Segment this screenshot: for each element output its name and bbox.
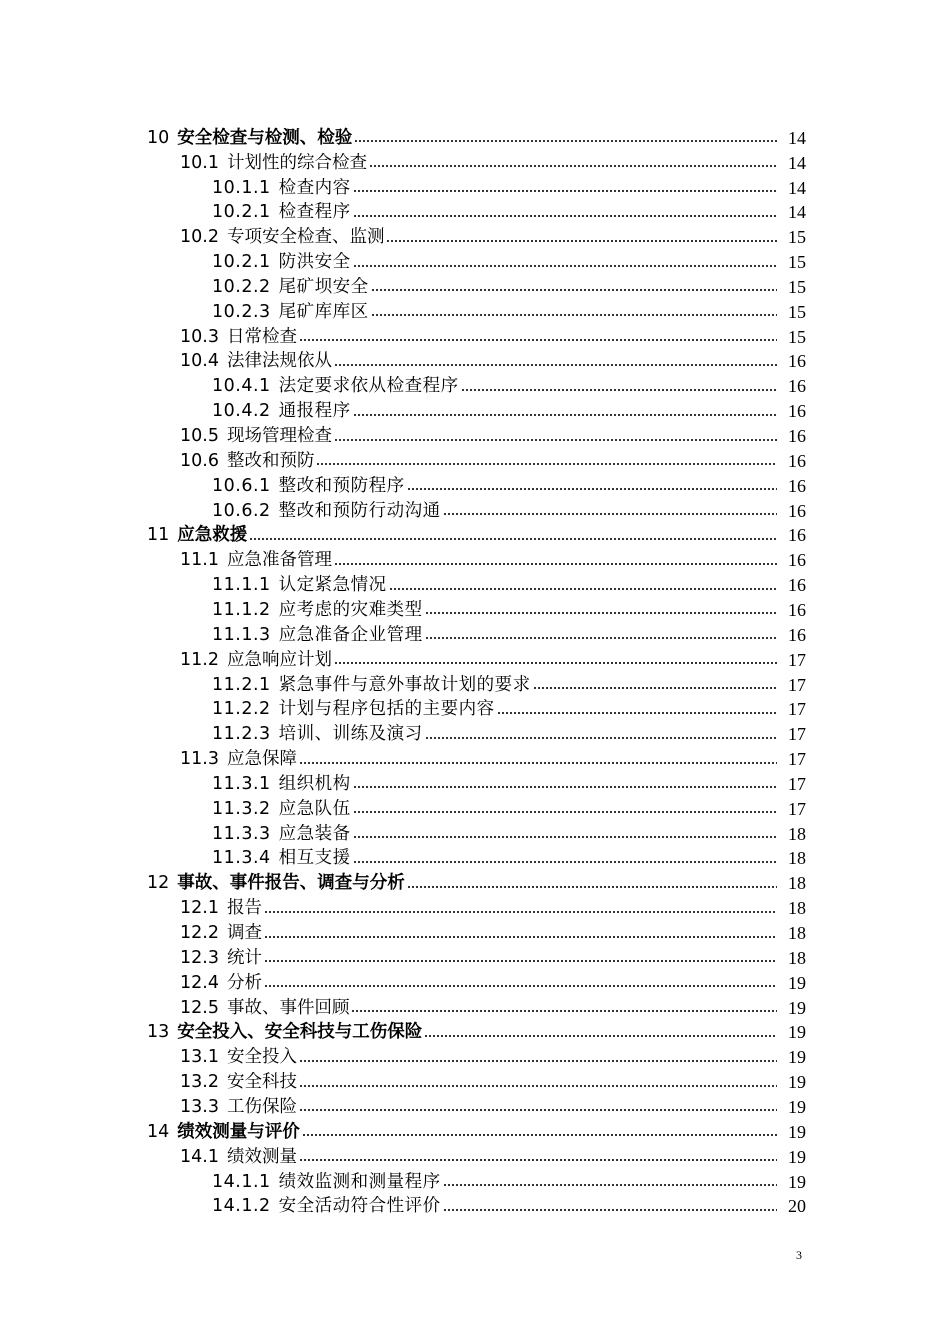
toc-entry-number: 10.2.2 [212, 276, 271, 297]
toc-entry-title [212, 571, 389, 596]
toc-entry-page: 18 [788, 873, 806, 894]
toc-entry-text: 应急准备管理 [226, 550, 332, 571]
toc-entry-text: 安全投入 [226, 1047, 297, 1068]
toc-entry-number: 10.2.1 [212, 202, 271, 223]
toc-entry-text: 事故、事件回顾 [226, 997, 350, 1018]
toc-dot-leader [353, 785, 777, 790]
toc-entry-text: 整改和预防程序 [278, 475, 405, 496]
toc-entry-number: 10.3 [180, 326, 219, 347]
toc-entry-title [180, 919, 264, 944]
toc-entry-title [180, 323, 299, 348]
toc-dot-leader [299, 1058, 777, 1063]
toc-dot-leader [461, 387, 777, 392]
toc-entry-number: 11.2.2 [212, 699, 271, 720]
toc-entry-title [180, 1068, 299, 1093]
toc-entry[interactable] [0, 720, 950, 745]
toc-entry-text: 安全活动符合性评价 [278, 1196, 441, 1217]
toc-entry-text: 检查内容 [278, 177, 351, 198]
toc-dot-leader [389, 586, 777, 591]
toc-entry[interactable] [0, 397, 950, 422]
toc-entry-title [180, 422, 334, 447]
toc-entry-text: 认定紧急情况 [278, 575, 387, 596]
toc-entry[interactable] [0, 546, 950, 571]
toc-entry-title [180, 944, 264, 969]
toc-dot-leader [353, 263, 777, 268]
toc-entry-number: 12.3 [180, 947, 219, 968]
toc-entry[interactable] [0, 994, 950, 1019]
toc-entry-number: 10.5 [180, 426, 219, 447]
toc-dot-leader [407, 884, 777, 889]
toc-entry-text: 安全科技 [226, 1072, 297, 1093]
toc-dot-leader [299, 338, 777, 343]
toc-dot-leader [371, 288, 777, 293]
toc-entry[interactable] [0, 745, 950, 770]
toc-entry-number: 11 [147, 525, 170, 546]
toc-entry[interactable] [0, 1193, 950, 1218]
toc-entry-text: 专项安全检查、监测 [226, 227, 385, 248]
toc-entry-number: 13.3 [180, 1096, 219, 1117]
toc-entry-page: 18 [788, 848, 806, 869]
toc-entry-page: 19 [788, 1047, 806, 1068]
toc-entry[interactable] [0, 671, 950, 696]
toc-dot-leader [264, 959, 777, 964]
toc-entry[interactable] [0, 1068, 950, 1093]
toc-dot-leader [497, 710, 777, 715]
toc-dot-leader [351, 1009, 777, 1014]
toc-dot-leader [264, 909, 777, 914]
toc-entry-text: 分析 [226, 972, 262, 993]
toc-entry-title [212, 273, 371, 298]
toc-entry-number: 10.4 [180, 351, 219, 372]
toc-entry-page: 14 [788, 202, 806, 223]
toc-entry[interactable] [0, 373, 950, 398]
toc-entry-title [212, 820, 353, 845]
toc-dot-leader [353, 810, 777, 815]
toc-entry[interactable] [0, 696, 950, 721]
toc-dot-leader [424, 1033, 777, 1038]
toc-entry-number: 11.1.2 [212, 599, 271, 620]
toc-dot-leader [334, 437, 777, 442]
toc-entry-number: 11.2.1 [212, 674, 271, 695]
toc-entry-number: 10.2.3 [212, 301, 271, 322]
toc-entry[interactable] [0, 596, 950, 621]
toc-entry-title [212, 596, 425, 621]
toc-entry[interactable] [0, 795, 950, 820]
toc-dot-leader [264, 934, 777, 939]
toc-entry-number: 11.3 [180, 749, 219, 770]
toc-entry-text: 应急准备企业管理 [278, 624, 423, 645]
toc-entry-text: 尾矿坝安全 [278, 276, 369, 297]
toc-dot-leader [353, 189, 777, 194]
toc-entry-page: 19 [788, 997, 806, 1018]
toc-entry[interactable] [0, 298, 950, 323]
toc-entry-number: 10.4.2 [212, 401, 271, 422]
toc-entry-title [180, 149, 369, 174]
toc-entry-number: 10.2.1 [212, 252, 271, 273]
toc-entry-text: 培训、训练及演习 [278, 724, 423, 745]
toc-entry-number: 14.1.2 [212, 1196, 271, 1217]
toc-entry-page: 18 [788, 947, 806, 968]
toc-dot-leader [354, 139, 777, 144]
toc-entry-page: 14 [788, 177, 806, 198]
toc-entry-page: 16 [788, 500, 806, 521]
toc-entry-page: 15 [788, 301, 806, 322]
toc-entry-text: 法定要求依从检查程序 [278, 376, 459, 397]
toc-dot-leader [299, 1158, 777, 1163]
toc-entry-number: 11.1 [180, 550, 219, 571]
toc-entry-text: 计划性的综合检查 [226, 152, 367, 173]
toc-entry-number: 10.6.2 [212, 500, 271, 521]
toc-dot-leader [334, 362, 777, 367]
toc-entry-title [212, 1168, 443, 1193]
toc-entry[interactable] [0, 621, 950, 646]
toc-entry-text: 绩效监测和测量程序 [278, 1171, 441, 1192]
toc-entry-page: 19 [788, 1096, 806, 1117]
toc-entry-page: 16 [788, 376, 806, 397]
toc-entry[interactable] [0, 223, 950, 248]
toc-entry-page: 16 [788, 351, 806, 372]
toc-entry[interactable] [0, 870, 950, 895]
toc-entry[interactable] [0, 944, 950, 969]
toc-entry-number: 12.2 [180, 923, 219, 944]
toc-entry[interactable] [0, 1019, 950, 1044]
toc-dot-leader [443, 1183, 777, 1188]
toc-entry[interactable] [0, 199, 950, 224]
toc-entry-page: 16 [788, 450, 806, 471]
toc-entry-title [180, 994, 351, 1019]
toc-entry-page: 19 [788, 1171, 806, 1192]
toc-entry-number: 10.6.1 [212, 475, 271, 496]
toc-entry-page: 18 [788, 898, 806, 919]
toc-entry[interactable] [0, 149, 950, 174]
toc-entry[interactable] [0, 248, 950, 273]
toc-dot-leader [334, 661, 777, 666]
toc-entry-page: 19 [788, 972, 806, 993]
toc-entry-page: 19 [788, 1146, 806, 1167]
toc-dot-leader [299, 1083, 777, 1088]
toc-entry-number: 10.2 [180, 227, 219, 248]
toc-entry-text: 报告 [226, 898, 262, 919]
toc-entry[interactable] [0, 273, 950, 298]
toc-entry-page: 16 [788, 624, 806, 645]
toc-entry-page: 17 [788, 773, 806, 794]
toc-entry-page: 17 [788, 699, 806, 720]
toc-entry-number: 14.1.1 [212, 1171, 271, 1192]
toc-entry-text: 应急响应计划 [226, 649, 332, 670]
toc-entry-number: 12.5 [180, 997, 219, 1018]
toc-entry-title [180, 745, 299, 770]
toc-entry-number: 10.1 [180, 152, 219, 173]
toc-entry-title [147, 1118, 302, 1143]
toc-entry-text: 统计 [226, 947, 262, 968]
toc-entry-text: 工伤保险 [226, 1096, 297, 1117]
toc-entry-text: 紧急事件与意外事故计划的要求 [278, 674, 531, 695]
toc-entry[interactable] [0, 820, 950, 845]
toc-entry-number: 10.6 [180, 450, 219, 471]
toc-entry-page: 16 [788, 401, 806, 422]
toc-entry-page: 16 [788, 426, 806, 447]
toc-entry-text: 尾矿库库区 [278, 301, 369, 322]
toc-dot-leader [302, 1133, 777, 1138]
toc-entry-text: 日常检查 [226, 326, 297, 347]
toc-entry-page: 15 [788, 276, 806, 297]
toc-entry-page: 14 [788, 152, 806, 173]
toc-entry-title [212, 248, 353, 273]
toc-dot-leader [264, 984, 777, 989]
toc-entry-number: 11.3.1 [212, 773, 271, 794]
toc-entry[interactable] [0, 571, 950, 596]
toc-entry-text: 相互支援 [278, 848, 351, 869]
page-number: 3 [796, 1248, 802, 1262]
toc-entry[interactable] [0, 497, 950, 522]
toc-entry[interactable] [0, 522, 950, 547]
toc-entry-text: 计划与程序包括的主要内容 [278, 699, 495, 720]
toc-entry[interactable] [0, 1143, 950, 1168]
toc-entry-number: 12 [147, 873, 170, 894]
toc-entry[interactable] [0, 422, 950, 447]
toc-entry[interactable] [0, 770, 950, 795]
toc-entry-text: 安全检查与检测、检验 [177, 127, 353, 148]
toc-entry-page: 16 [788, 575, 806, 596]
toc-entry-page: 16 [788, 525, 806, 546]
toc-entry-title [212, 695, 497, 720]
toc-entry-text: 法律法规依从 [226, 351, 332, 372]
toc-entry-page: 17 [788, 798, 806, 819]
toc-entry-page: 16 [788, 550, 806, 571]
toc-entry[interactable] [0, 447, 950, 472]
toc-entry[interactable] [0, 174, 950, 199]
toc-dot-leader [249, 536, 777, 541]
toc-entry-number: 13.2 [180, 1072, 219, 1093]
toc-entry-page: 19 [788, 1072, 806, 1093]
toc-entry-title [212, 720, 425, 745]
toc-entry-page: 19 [788, 1121, 806, 1142]
toc-entry-title [180, 1093, 299, 1118]
toc-entry-title [212, 372, 461, 397]
toc-entry-number: 11.2.3 [212, 724, 271, 745]
toc-entry[interactable] [0, 845, 950, 870]
toc-entry-text: 防洪安全 [278, 252, 351, 273]
toc-entry-title [147, 869, 407, 894]
toc-dot-leader [443, 512, 777, 517]
toc-entry-title [212, 1192, 443, 1217]
toc-entry-title [180, 969, 264, 994]
toc-entry-text: 应急救援 [177, 525, 248, 546]
toc-entry-page: 15 [788, 252, 806, 273]
toc-entry-text: 调查 [226, 923, 262, 944]
toc-dot-leader [407, 487, 777, 492]
toc-entry-number: 11.3.3 [212, 823, 271, 844]
toc-entry-text: 整改和预防行动沟通 [278, 500, 441, 521]
toc-entry-title [147, 124, 354, 149]
toc-entry-page: 19 [788, 1022, 806, 1043]
toc-entry-text: 事故、事件报告、调查与分析 [177, 873, 405, 894]
toc-entry[interactable] [0, 323, 950, 348]
toc-entry-number: 12.1 [180, 898, 219, 919]
toc-entry-number: 14.1 [180, 1146, 219, 1167]
toc-entry-number: 12.4 [180, 972, 219, 993]
toc-entry[interactable] [0, 919, 950, 944]
toc-entry-title [212, 671, 533, 696]
toc-entry-text: 应急队伍 [278, 798, 351, 819]
toc-entry-text: 绩效测量 [226, 1146, 297, 1167]
toc-dot-leader [353, 213, 777, 218]
toc-entry-title [212, 397, 353, 422]
toc-entry-number: 11.2 [180, 649, 219, 670]
toc-entry[interactable] [0, 646, 950, 671]
toc-entry-title [212, 621, 425, 646]
toc-entry-title [180, 1143, 299, 1168]
toc-entry-title [180, 447, 316, 472]
toc-entry-page: 14 [788, 127, 806, 148]
toc-entry-text: 通报程序 [278, 401, 351, 422]
toc-entry[interactable] [0, 1043, 950, 1068]
toc-entry-title [212, 844, 353, 869]
toc-dot-leader [443, 1207, 777, 1212]
toc-entry-page: 20 [788, 1196, 806, 1217]
toc-entry-page: 18 [788, 923, 806, 944]
toc-entry-page: 18 [788, 823, 806, 844]
toc-entry-text: 整改和预防 [226, 450, 315, 471]
toc-entry-title [212, 770, 353, 795]
toc-entry-title [212, 497, 443, 522]
toc-dot-leader [425, 636, 777, 641]
toc-entry-number: 14 [147, 1121, 170, 1142]
toc-entry-page: 17 [788, 749, 806, 770]
toc-entry-text: 组织机构 [278, 773, 351, 794]
toc-dot-leader [386, 238, 777, 243]
toc-entry-number: 13.1 [180, 1047, 219, 1068]
toc-entry-page: 17 [788, 649, 806, 670]
toc-dot-leader [533, 686, 777, 691]
toc-dot-leader [353, 412, 777, 417]
toc-dot-leader [316, 462, 777, 467]
toc-entry-number: 10.4.1 [212, 376, 271, 397]
toc-dot-leader [425, 611, 777, 616]
toc-entry-text: 应急保障 [226, 749, 297, 770]
toc-entry-number: 13 [147, 1022, 170, 1043]
toc-entry-text: 应急装备 [278, 823, 351, 844]
toc-entry-title [147, 1018, 424, 1043]
toc-entry[interactable] [0, 894, 950, 919]
toc-entry-number: 10 [147, 127, 170, 148]
toc-entry[interactable] [0, 1093, 950, 1118]
toc-entry-title [212, 174, 353, 199]
toc-entry-text: 安全投入、安全科技与工伤保险 [177, 1022, 423, 1043]
toc-entry-title [212, 198, 353, 223]
toc-entry-number: 10.1.1 [212, 177, 271, 198]
toc-entry-title [180, 223, 386, 248]
toc-entry-text: 应考虑的灾难类型 [278, 599, 423, 620]
toc-dot-leader [425, 735, 777, 740]
toc-entry[interactable] [0, 348, 950, 373]
toc-entry-title [180, 347, 334, 372]
toc-entry-number: 11.1.3 [212, 624, 271, 645]
toc-entry[interactable] [0, 124, 950, 149]
toc-entry-number: 11.3.4 [212, 848, 271, 869]
toc-dot-leader [299, 760, 777, 765]
toc-entry-page: 16 [788, 475, 806, 496]
toc-entry-page: 15 [788, 227, 806, 248]
toc-entry-page: 17 [788, 674, 806, 695]
toc-entry-title [180, 894, 264, 919]
toc-dot-leader [371, 313, 777, 318]
toc-entry-number: 11.3.2 [212, 798, 271, 819]
toc-entry[interactable] [0, 1118, 950, 1143]
toc-dot-leader [299, 1108, 777, 1113]
toc-entry-number: 11.1.1 [212, 575, 271, 596]
toc-entry-title [180, 1043, 299, 1068]
toc-entry-page: 17 [788, 724, 806, 745]
toc-entry[interactable] [0, 472, 950, 497]
toc-entry-title [212, 795, 353, 820]
toc-entry-title [212, 298, 371, 323]
toc-entry[interactable] [0, 969, 950, 994]
toc-entry-title [180, 646, 334, 671]
toc-entry[interactable] [0, 1168, 950, 1193]
toc-entry-text: 检查程序 [278, 202, 351, 223]
toc-dot-leader [353, 859, 777, 864]
toc-dot-leader [353, 835, 777, 840]
toc-entry-title [147, 521, 249, 546]
toc-dot-leader [334, 561, 777, 566]
toc-entry-text: 绩效测量与评价 [177, 1121, 300, 1142]
toc-entry-title [180, 546, 334, 571]
toc-entry-page: 16 [788, 599, 806, 620]
toc-entry-title [212, 472, 407, 497]
toc-entry-text: 现场管理检查 [226, 426, 332, 447]
toc-dot-leader [369, 164, 777, 169]
toc-entry-page: 15 [788, 326, 806, 347]
